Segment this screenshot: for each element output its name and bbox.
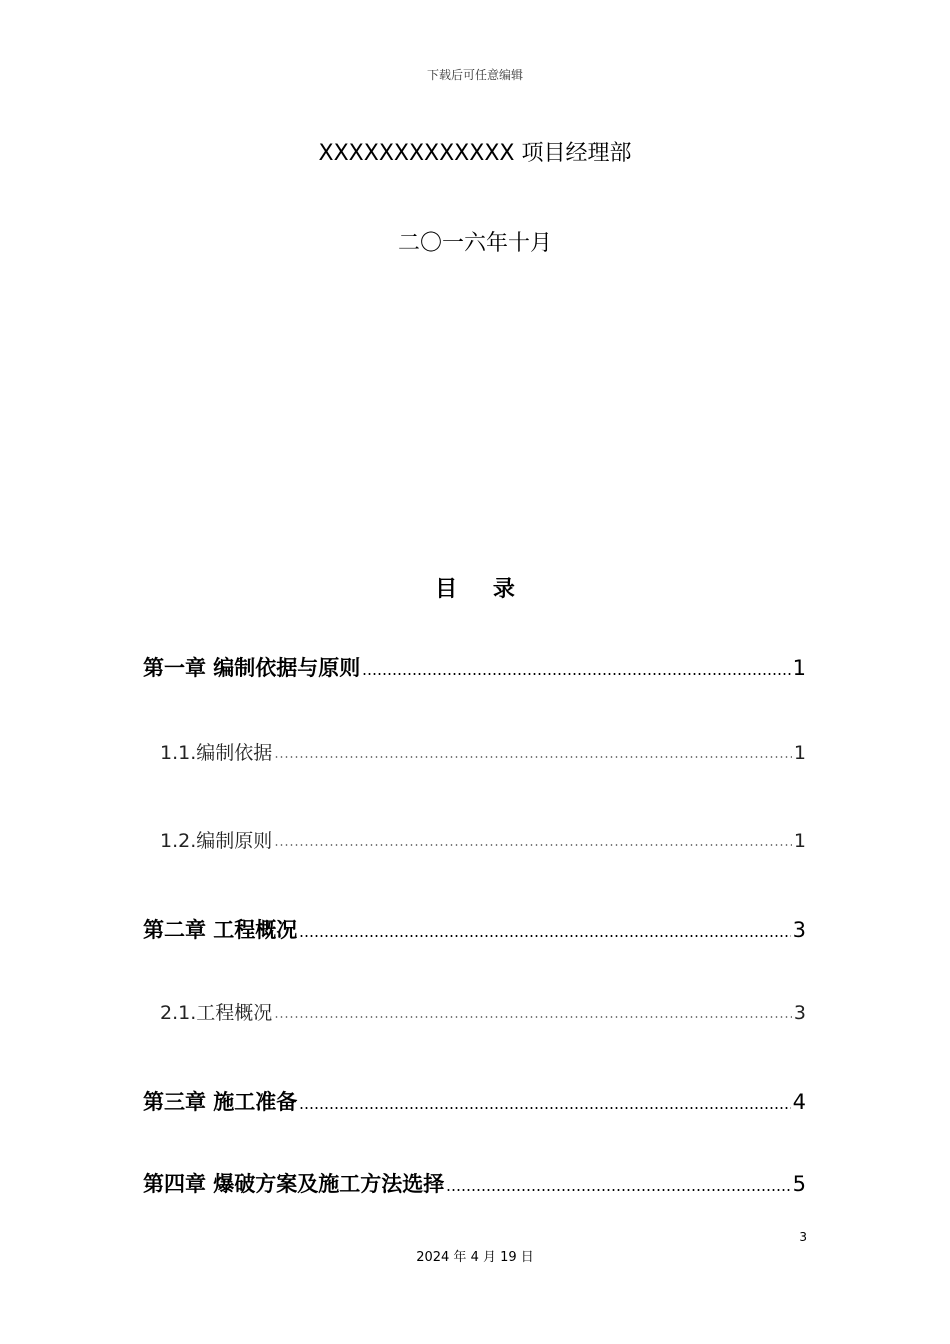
toc-leader-dots xyxy=(274,755,792,759)
toc-entry-page: 3 xyxy=(793,1002,806,1024)
toc-entry-page: 1 xyxy=(793,742,806,764)
toc-entry-section-1-1[interactable] xyxy=(160,738,806,765)
toc-leader-dots xyxy=(362,672,790,676)
toc-entry-page: 1 xyxy=(792,656,806,680)
toc-entry-label: 1.2.编制原则 xyxy=(160,830,273,852)
toc-entry-label: 第三章 施工准备 xyxy=(143,1090,298,1114)
toc-leader-dots xyxy=(446,1188,790,1192)
toc-entry-chapter-1[interactable] xyxy=(143,652,806,682)
toc-heading: 目 录 xyxy=(435,577,529,602)
toc-entry-label: 第一章 编制依据与原则 xyxy=(143,656,361,680)
cover-date: 二〇一六年十月 xyxy=(397,231,552,256)
toc-entry-label: 1.1.编制依据 xyxy=(160,742,273,764)
toc-entry-page: 3 xyxy=(792,918,806,942)
toc-entry-label: 2.1.工程概况 xyxy=(160,1002,273,1024)
footer-date: 2024 年 4 月 19 日 xyxy=(416,1250,534,1265)
page-number: 3 xyxy=(799,1230,807,1244)
header-note: 下载后可任意编辑 xyxy=(426,68,523,82)
toc-entry-section-2-1[interactable] xyxy=(160,998,806,1025)
toc-entry-page: 5 xyxy=(792,1172,806,1196)
toc-entry-label: 第二章 工程概况 xyxy=(143,918,298,942)
project-department-title: XXXXXXXXXXXXX 项目经理部 xyxy=(318,141,632,166)
toc-entry-label: 第四章 爆破方案及施工方法选择 xyxy=(143,1172,445,1196)
toc-entry-page: 4 xyxy=(792,1090,806,1114)
toc-entry-chapter-4[interactable] xyxy=(143,1168,806,1198)
toc-entry-page: 1 xyxy=(793,830,806,852)
toc-leader-dots xyxy=(274,843,792,847)
toc-leader-dots xyxy=(299,934,790,938)
toc-entry-chapter-2[interactable] xyxy=(143,914,806,944)
toc-leader-dots xyxy=(274,1015,792,1019)
toc-entry-section-1-2[interactable] xyxy=(160,826,806,853)
toc-entry-chapter-3[interactable] xyxy=(143,1086,806,1116)
toc-leader-dots xyxy=(299,1106,790,1110)
